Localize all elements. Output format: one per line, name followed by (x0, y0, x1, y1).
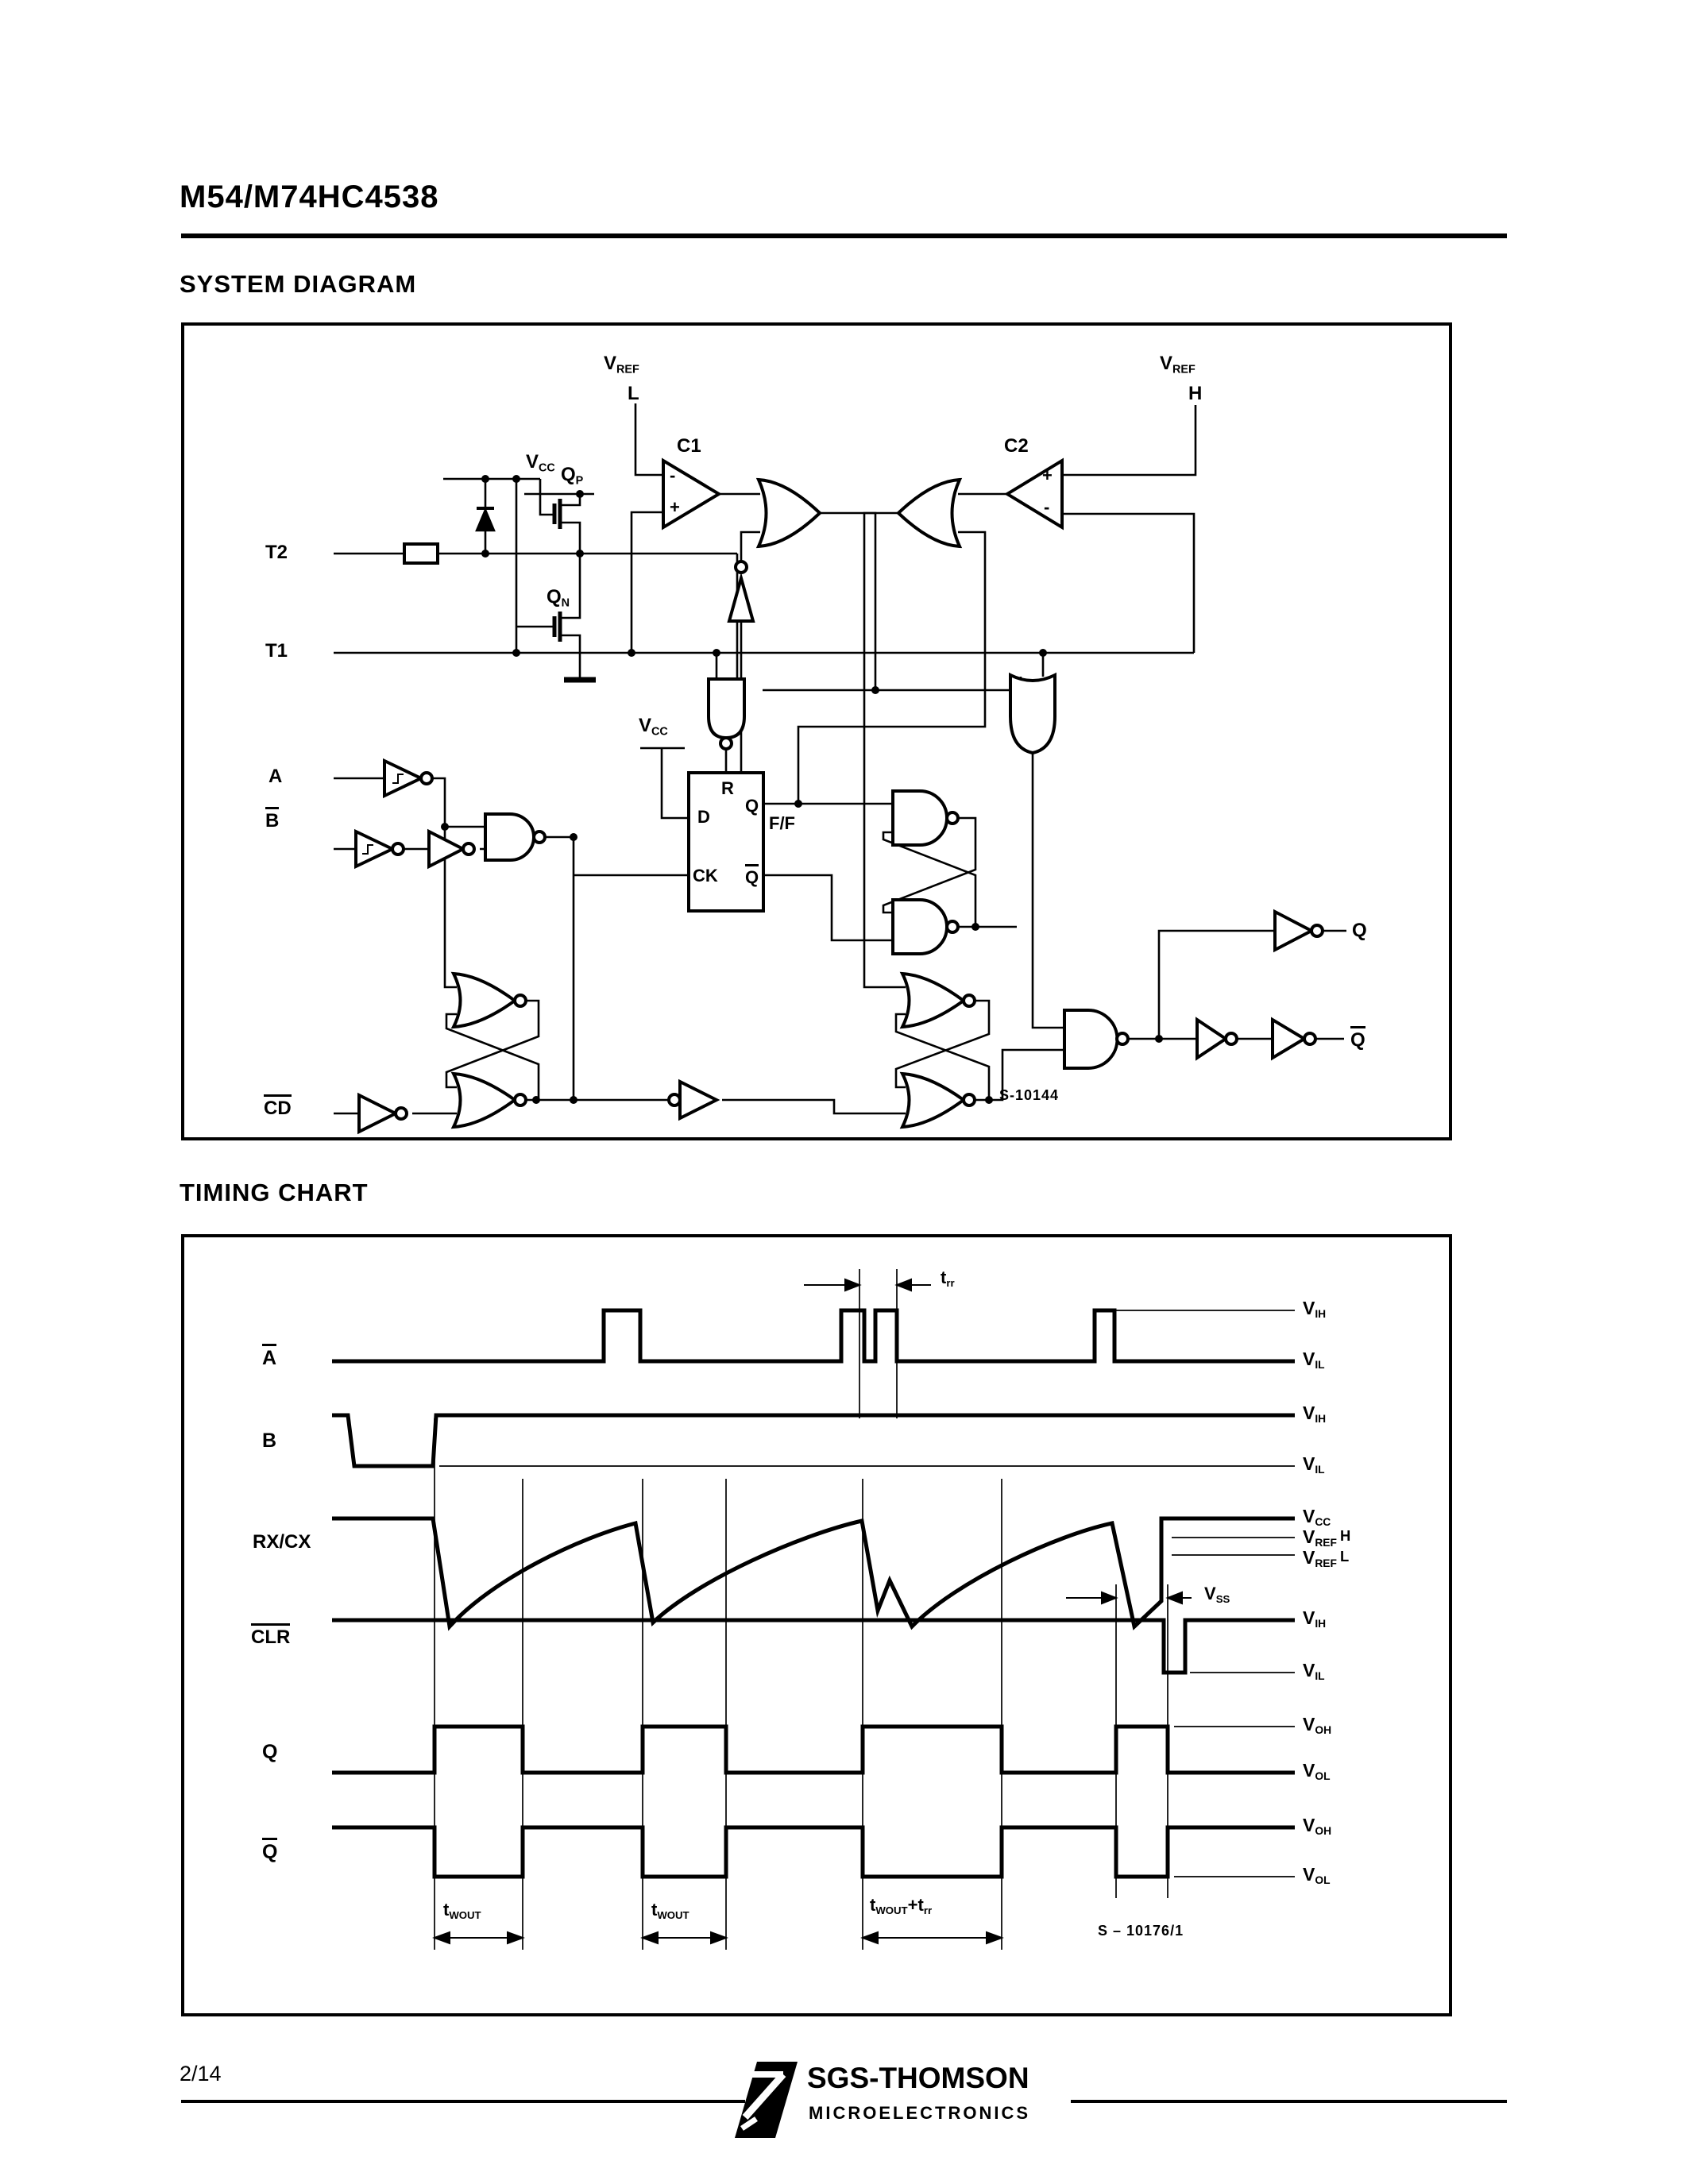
annotation-vss: $V_{SS}$ (1204, 1584, 1230, 1605)
level-label-q-vol: $V_{OL}$ (1303, 1760, 1331, 1783)
label-vref-l-suffix: L (628, 383, 639, 404)
signal-label-a: A (262, 1344, 276, 1368)
nand-gate-r1 (893, 791, 958, 845)
signal-label-q: Q (262, 1741, 278, 1763)
label-ff: F/F (769, 813, 795, 833)
level-label-vcc: $V_{CC}$ (1303, 1506, 1331, 1529)
label-ff-d: D (697, 807, 710, 827)
signal-label-clr: CLR (251, 1623, 290, 1647)
nor-gate-l1 (454, 974, 526, 1027)
level-label-vref-h: $V_{REF}$ H (1303, 1526, 1351, 1549)
label-b-input: B (265, 807, 279, 831)
label-qp: $Q_P$ (561, 464, 584, 488)
inverter-q (1275, 912, 1323, 950)
label-output-qbar: Q (1350, 1026, 1365, 1050)
label-qn: $Q_N$ (547, 586, 570, 610)
label-c1-minus: - (670, 465, 676, 485)
waveform-a (332, 1310, 1295, 1361)
system-diagram-border (183, 324, 1450, 1139)
level-label-a-vil: $V_{IL}$ (1303, 1349, 1325, 1372)
footer-rule-right (1071, 2100, 1507, 2103)
level-label-vref-l: $V_{REF}$ L (1303, 1547, 1350, 1570)
label-c1: C1 (677, 435, 701, 457)
waveforms (332, 1310, 1295, 1877)
label-ff-q: Q (745, 796, 759, 816)
annotation-twout-1: $t_{WOUT}$ (443, 1900, 481, 1921)
time-markers (435, 1269, 1168, 1950)
footer-rule-left (181, 2100, 745, 2103)
label-vref-l: $V_{REF}$ (604, 353, 639, 376)
label-vcc-top: $V_{CC}$ (526, 451, 555, 475)
waveform-rxcx (332, 1518, 1295, 1626)
figure-code-system: S-10144 (999, 1087, 1060, 1103)
and-gate-down (709, 679, 744, 749)
nand-gate-out (1064, 1010, 1128, 1068)
header-rule (181, 233, 1507, 238)
label-c2-minus: - (1044, 497, 1050, 517)
inverter-inv5 (1197, 1020, 1237, 1058)
signal-label-qbar: Q (262, 1838, 277, 1862)
schmitt-inverter-a (384, 761, 432, 796)
level-label-a-vih: $V_{IH}$ (1303, 1298, 1327, 1321)
or-gate-down (1010, 675, 1055, 753)
label-ff-r: R (721, 778, 734, 798)
level-label-b-vih: $V_{IH}$ (1303, 1403, 1327, 1426)
annotation-trr: $t_{rr}$ (941, 1268, 955, 1289)
label-t2: T2 (265, 542, 288, 563)
inverter-inv1 (729, 561, 753, 621)
timing-chart-border (183, 1236, 1450, 2015)
label-c2: C2 (1004, 435, 1029, 457)
label-vref-h-suffix: H (1188, 383, 1203, 404)
or-gate-g2 (898, 480, 960, 546)
level-label-qbar-vol: $V_{OL}$ (1303, 1864, 1331, 1887)
nor-gate-r1 (902, 974, 975, 1027)
label-t1: T1 (265, 640, 288, 662)
system-diagram-figure (183, 324, 1450, 1139)
timing-chart-figure (183, 1236, 1450, 2015)
resistor-icon (404, 544, 438, 563)
inverter-inv6 (1273, 1020, 1315, 1058)
level-label-q-voh: $V_{OH}$ (1303, 1714, 1332, 1737)
waveform-clr (332, 1620, 1295, 1673)
label-c1-plus: + (670, 497, 680, 517)
annotation-twout-trr: $t_{WOUT}+t_{rr}$ (870, 1895, 933, 1916)
waveform-qbar (332, 1827, 1295, 1877)
signal-label-b: B (262, 1430, 277, 1452)
label-cd-input: CD (264, 1094, 292, 1118)
level-label-clr-vil: $V_{IL}$ (1303, 1660, 1325, 1683)
transistor-qn (554, 612, 560, 642)
label-vref-h: $V_{REF}$ (1160, 353, 1196, 376)
waveform-q (332, 1727, 1295, 1773)
level-label-b-vil: $V_{IL}$ (1303, 1453, 1325, 1476)
label-ff-ck: CK (693, 866, 718, 886)
label-ff-qbar: Q (745, 864, 759, 886)
inverter-inv4 (669, 1082, 717, 1118)
transistor-qp (554, 499, 560, 529)
junction-dots (441, 475, 1163, 1104)
page-number: 2/14 (180, 2062, 222, 2086)
section-heading-system-diagram: SYSTEM DIAGRAM (180, 270, 417, 298)
inverter-inv3 (429, 832, 474, 866)
level-label-qbar-voh: $V_{OH}$ (1303, 1815, 1332, 1838)
level-label-clr-vih: $V_{IH}$ (1303, 1607, 1327, 1630)
brand-name: SGS-THOMSON (807, 2062, 1029, 2094)
nor-gate-r2 (902, 1074, 975, 1127)
annotation-twout-2: $t_{WOUT}$ (651, 1900, 689, 1921)
nand-gate-r2 (893, 900, 958, 954)
dimension-annotations (435, 1279, 1192, 1943)
page-title: M54/M74HC4538 (180, 179, 439, 214)
nand-gate-ab (485, 814, 545, 860)
section-heading-timing-chart: TIMING CHART (180, 1179, 369, 1206)
label-output-q: Q (1352, 920, 1367, 941)
comparator-c2 (1007, 461, 1062, 527)
label-a-input: A (268, 766, 283, 787)
level-reference-lines (439, 1310, 1295, 1877)
label-vcc-ff: $V_{CC}$ (639, 715, 668, 739)
inverter-cd (359, 1095, 407, 1132)
brand-subname: MICROELECTRONICS (809, 2103, 1030, 2123)
components (356, 461, 1323, 1132)
nor-gate-l2 (454, 1074, 526, 1127)
or-gate-g1 (759, 480, 820, 546)
diode-icon (477, 508, 494, 531)
waveform-b (332, 1415, 1295, 1466)
signal-label-rxcx: RX/CX (253, 1531, 311, 1553)
figure-code-timing: S – 10176/1 (1098, 1923, 1184, 1939)
label-c2-plus: + (1042, 465, 1053, 485)
schmitt-inverter-b (356, 832, 404, 866)
